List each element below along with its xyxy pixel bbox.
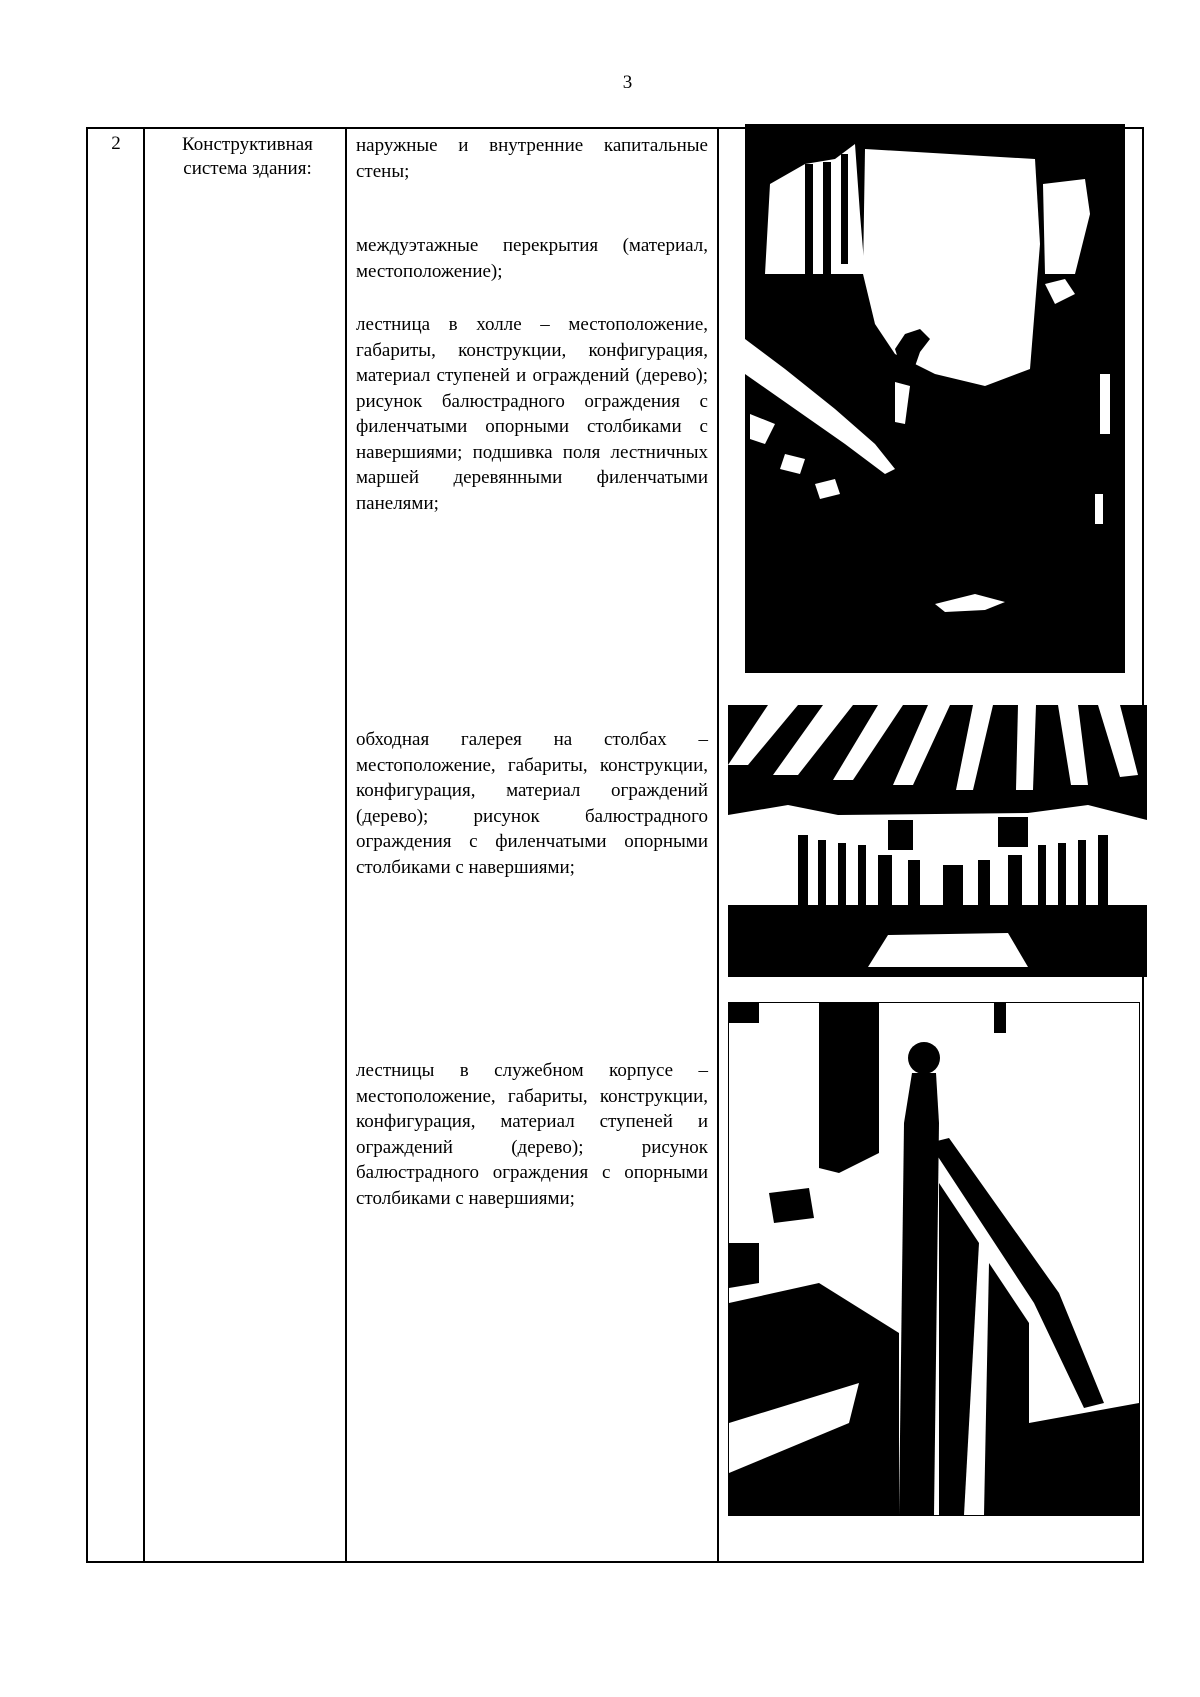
photo-hall-staircase (745, 124, 1125, 673)
item-hall-staircase: лестница в холле – местоположение, габариты, конструкции, конфигурация, материал ступеней и ограждений (дерево); рисунок балюстрадного ограждения с филенчатыми опорными столбиками с навершиями; подшивка поля лестничных маршей деревянными филенчатыми панелями; (356, 314, 708, 514)
page-number: 3 (622, 72, 633, 93)
section-title: Конструктивная система здания: (182, 134, 313, 179)
photo-gallery (728, 705, 1147, 977)
row-number: 2 (111, 133, 121, 154)
item-floor-slabs: междуэтажные перекрытия (материал, местоположение); (356, 235, 708, 282)
column-divider (345, 129, 347, 1561)
item-capital-walls: наружные и внутренние капитальные стены; (356, 135, 708, 182)
column-divider (143, 129, 145, 1561)
item-service-stairs: лестницы в служебном корпусе – местоположение, габариты, конструкции, конфигурация, материал ступеней и ограждений (дерево); рисунок балюстрадного ограждения с опорными столбиками с навершиями; (356, 1060, 708, 1209)
photo-service-stairs-image (729, 1003, 1139, 1515)
photo-service-stairs (729, 1003, 1139, 1515)
column-divider (717, 129, 719, 1561)
features-table (86, 127, 1144, 1563)
item-gallery: обходная галерея на столбах – местоположение, габариты, конструкции, конфигурация, материал ограждений (дерево); рисунок балюстрадного ограждения с филенчатыми опорными столбиками с навершиями; (356, 729, 708, 878)
photo-hall-staircase-image (745, 124, 1125, 673)
photo-gallery-image (728, 705, 1147, 977)
